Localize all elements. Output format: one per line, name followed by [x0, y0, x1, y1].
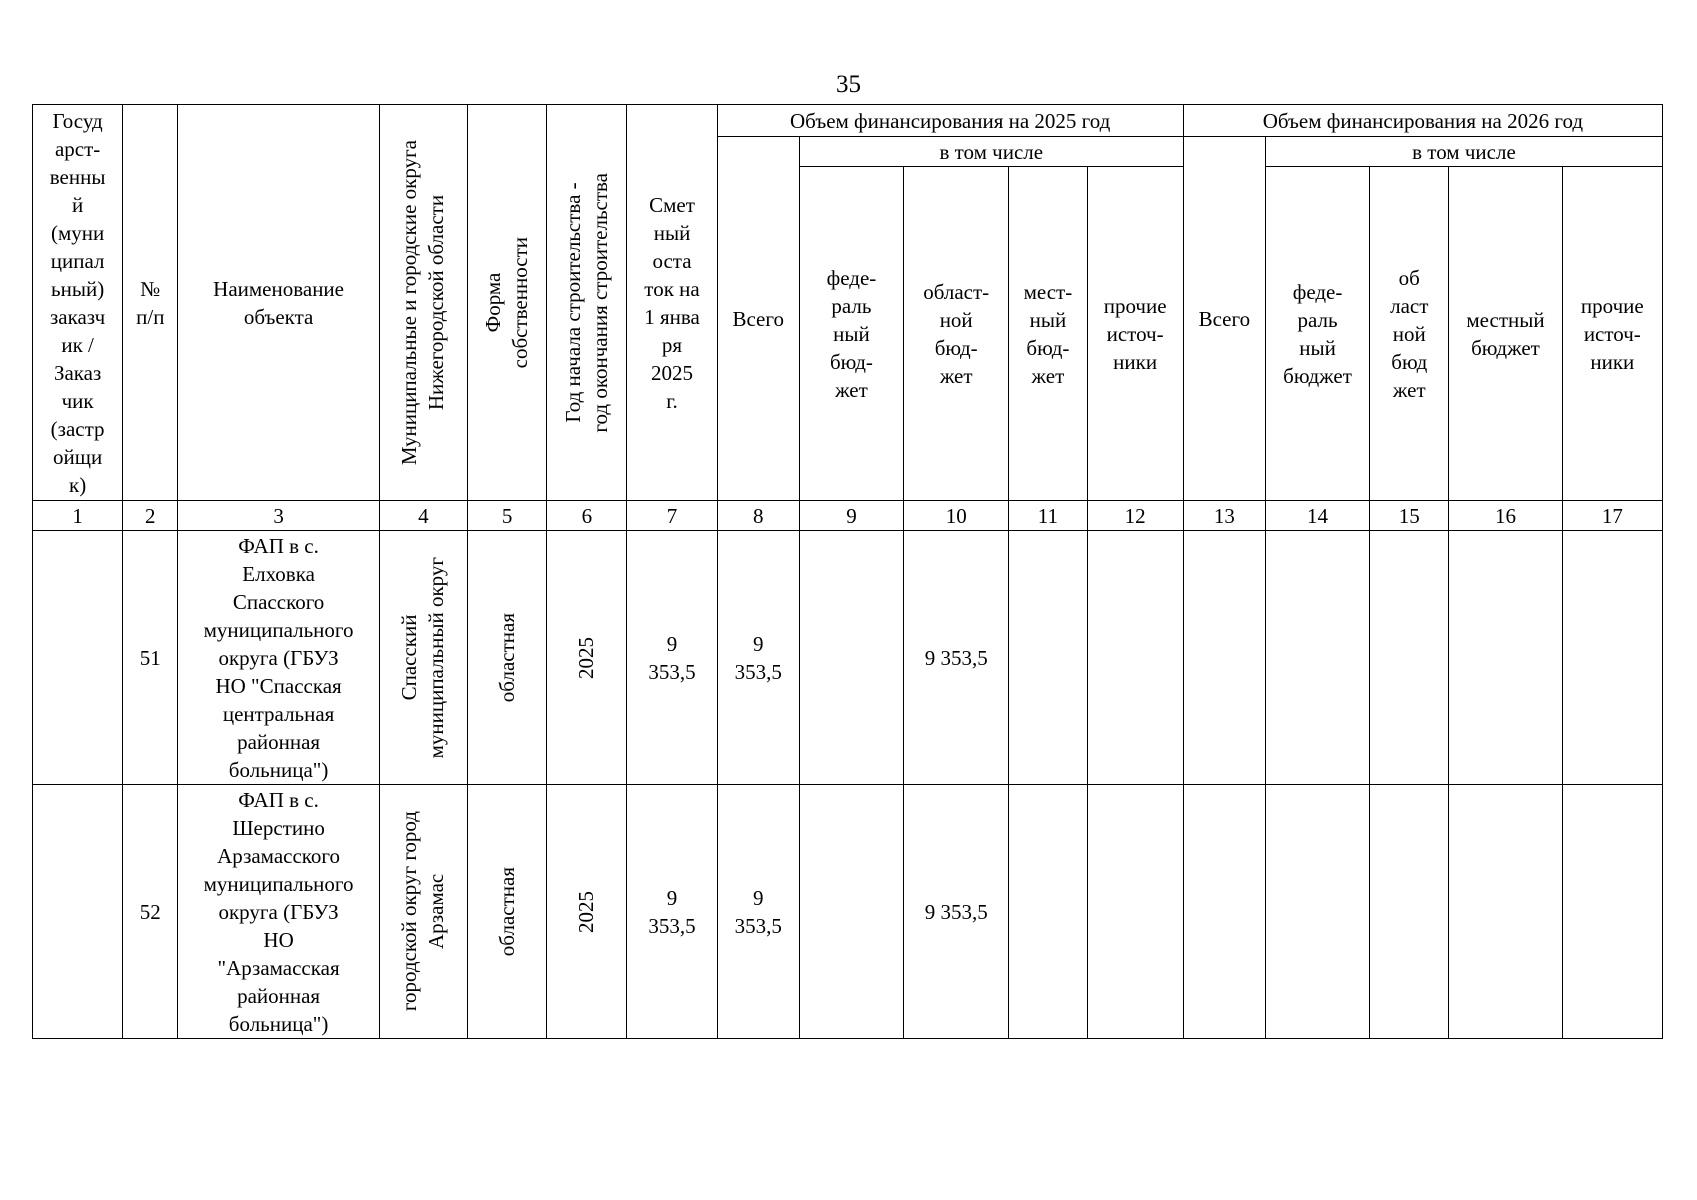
header-estimated-balance: Смет ный оста ток на 1 янва ря 2025 г. [627, 105, 717, 501]
column-number: 5 [468, 501, 547, 531]
header-object-name: Наименование объекта [178, 105, 379, 501]
header-financing-2025: Объем финансирования на 2025 год [717, 105, 1183, 137]
column-numbers-row [33, 501, 1663, 531]
header-other-2025: прочие источ- ники [1087, 167, 1183, 501]
cell-object-name: ФАП в с. Шерстино Арзамасского муниципального округа (ГБУЗ НО "Арзамасская районная больница") [178, 785, 379, 1039]
cell-number: 52 [123, 785, 178, 1039]
cell-object-name: ФАП в с. Елховка Спасского муниципального округа (ГБУЗ НО "Спасская центральная районная больница") [178, 531, 379, 785]
column-number: 16 [1449, 501, 1562, 531]
cell-local-2025 [1009, 785, 1087, 1039]
cell-federal-2026 [1265, 785, 1369, 1039]
table-row [33, 785, 1663, 1039]
header-total-2025: Всего [717, 137, 799, 501]
column-number: 6 [547, 501, 627, 531]
cell-federal-2025 [799, 531, 903, 785]
column-number: 2 [123, 501, 178, 531]
header-regional-2025: област- ной бюд- жет [904, 167, 1009, 501]
cell-federal-2025 [799, 785, 903, 1039]
header-ownership: Форма собственности [468, 105, 547, 501]
column-number: 3 [178, 501, 379, 531]
page-number: 35 [836, 71, 861, 98]
cell-customer [33, 531, 123, 785]
cell-estimated-balance: 9 353,5 [627, 785, 717, 1039]
cell-other-2026 [1562, 531, 1662, 785]
cell-number: 51 [123, 531, 178, 785]
cell-regional-2025: 9 353,5 [904, 531, 1009, 785]
cell-customer [33, 785, 123, 1039]
cell-municipality: городской округ город Арзамас [379, 785, 467, 1039]
column-number: 11 [1009, 501, 1087, 531]
cell-federal-2026 [1265, 531, 1369, 785]
financing-table [32, 104, 1663, 1039]
column-number: 9 [799, 501, 903, 531]
column-number: 15 [1370, 501, 1449, 531]
header-municipality: Муниципальные и городские округа Нижегородской области [379, 105, 467, 501]
column-number: 8 [717, 501, 799, 531]
header-federal-2026: феде- раль ный бюджет [1265, 167, 1369, 501]
cell-local-2026 [1449, 785, 1562, 1039]
header-local-2025: мест- ный бюд- жет [1009, 167, 1087, 501]
cell-regional-2026 [1370, 531, 1449, 785]
column-number: 13 [1183, 501, 1265, 531]
cell-municipality: Спасский муниципальный округ [379, 531, 467, 785]
cell-total-2025: 9 353,5 [717, 785, 799, 1039]
cell-total-2026 [1183, 531, 1265, 785]
column-number: 1 [33, 501, 123, 531]
header-other-2026: прочие источ- ники [1562, 167, 1662, 501]
cell-other-2026 [1562, 785, 1662, 1039]
table-row [33, 531, 1663, 785]
cell-estimated-balance: 9 353,5 [627, 531, 717, 785]
column-number: 7 [627, 501, 717, 531]
header-customer: Госуд арст- венны й (муни ципал ьный) заказч ик / Заказ чик (застр ойщи к) [33, 105, 123, 501]
column-number: 4 [379, 501, 467, 531]
header-local-2026: местный бюджет [1449, 167, 1562, 501]
cell-other-2025 [1087, 531, 1183, 785]
column-number: 12 [1087, 501, 1183, 531]
column-number: 14 [1265, 501, 1369, 531]
header-regional-2026: об ласт ной бюд жет [1370, 167, 1449, 501]
cell-construction-years: 2025 [547, 531, 627, 785]
cell-regional-2026 [1370, 785, 1449, 1039]
cell-construction-years: 2025 [547, 785, 627, 1039]
cell-ownership: областная [468, 785, 547, 1039]
cell-other-2025 [1087, 785, 1183, 1039]
header-financing-2026: Объем финансирования на 2026 год [1183, 105, 1662, 137]
column-number: 17 [1562, 501, 1662, 531]
header-construction-years: Год начала строительства - год окончания строительства [547, 105, 627, 501]
cell-ownership: областная [468, 531, 547, 785]
cell-regional-2025: 9 353,5 [904, 785, 1009, 1039]
header-including-2026: в том числе [1265, 137, 1662, 167]
header-including-2025: в том числе [799, 137, 1183, 167]
cell-total-2026 [1183, 785, 1265, 1039]
header-total-2026: Всего [1183, 137, 1265, 501]
cell-local-2025 [1009, 531, 1087, 785]
column-number: 10 [904, 501, 1009, 531]
header-federal-2025: феде- раль ный бюд- жет [799, 167, 903, 501]
header-number: № п/п [123, 105, 178, 501]
cell-total-2025: 9 353,5 [717, 531, 799, 785]
cell-local-2026 [1449, 531, 1562, 785]
